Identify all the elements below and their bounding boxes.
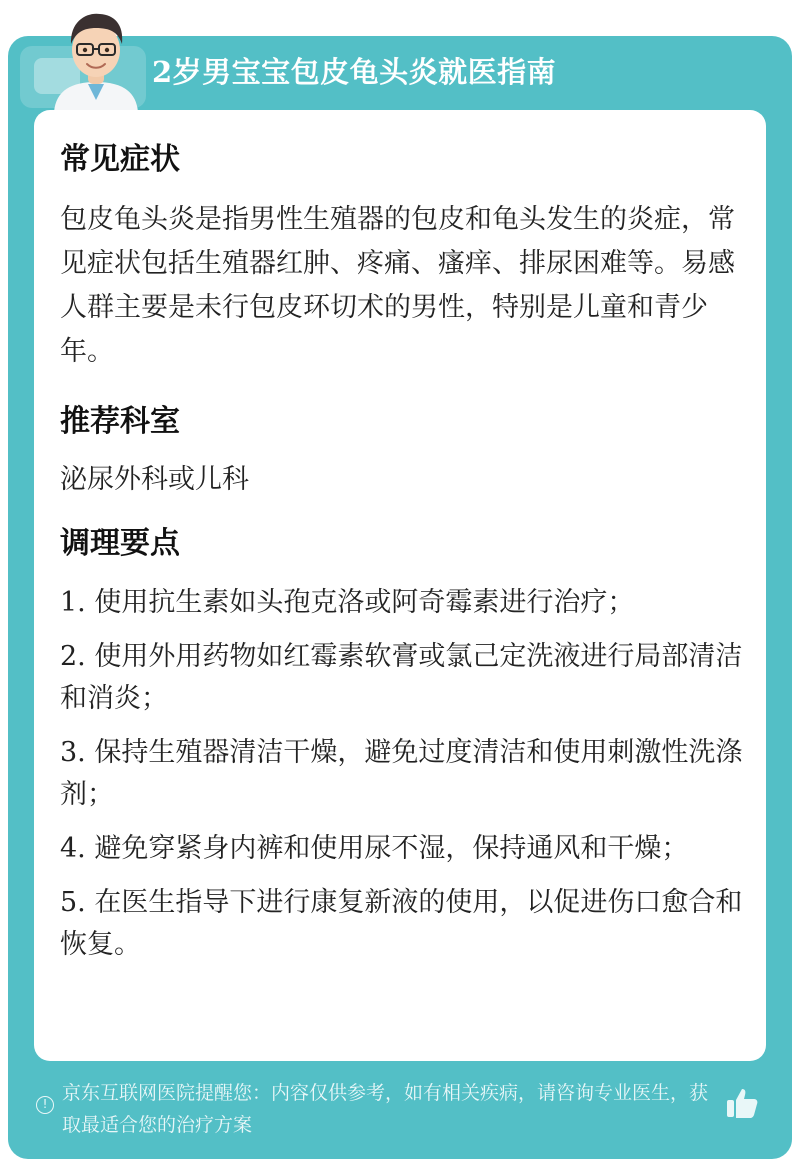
page-title: 2岁男宝宝包皮龟头炎就医指南 (152, 55, 557, 89)
doctor-avatar-icon (44, 4, 148, 112)
care-item-text: 使用外用药物如红霉素软膏或氯己定洗液进行局部清洁和消炎； (60, 641, 743, 714)
care-item-3 (60, 732, 750, 816)
disclaimer-text: 京东互联网医院提醒您：内容仅供参考，如有相关疾病，请咨询专业医生，获取最适合您的治疗方案 (62, 1082, 709, 1136)
content-body (60, 128, 750, 966)
care-item-number: 5. (60, 887, 86, 918)
care-item-1 (60, 582, 750, 624)
care-item-5 (60, 882, 750, 966)
care-item-number: 1. (60, 587, 86, 618)
care-item-number: 2. (60, 641, 86, 672)
care-item-text: 保持生殖器清洁干燥，避免过度清洁和使用刺激性洗涤剂； (60, 737, 743, 810)
care-item-number: 3. (60, 737, 86, 768)
care-item-number: 4. (60, 833, 86, 864)
symptoms-text: 包皮龟头炎是指男性生殖器的包皮和龟头发生的炎症，常见症状包括生殖器红肿、疼痛、瘙痒、排尿困难等。易感人群主要是未行包皮环切术的男性，特别是儿童和青少年。 (60, 204, 735, 367)
department-heading: 推荐科室 (60, 404, 180, 439)
care-item-text: 使用抗生素如头孢克洛或阿奇霉素进行治疗； (94, 587, 635, 618)
department-text: 泌尿外科或儿科 (60, 464, 249, 495)
care-item-2 (60, 636, 750, 720)
symptoms-heading: 常见症状 (60, 142, 180, 177)
care-heading: 调理要点 (60, 526, 180, 561)
content-card (34, 110, 766, 1061)
care-item-text: 在医生指导下进行康复新液的使用，以促进伤口愈合和恢复。 (60, 887, 743, 960)
care-item-4 (60, 828, 750, 870)
thumbs-up-icon[interactable] (724, 1085, 760, 1121)
care-item-text: 避免穿紧身内裤和使用尿不湿，保持通风和干燥； (94, 833, 689, 864)
info-icon: ! (36, 1096, 54, 1114)
